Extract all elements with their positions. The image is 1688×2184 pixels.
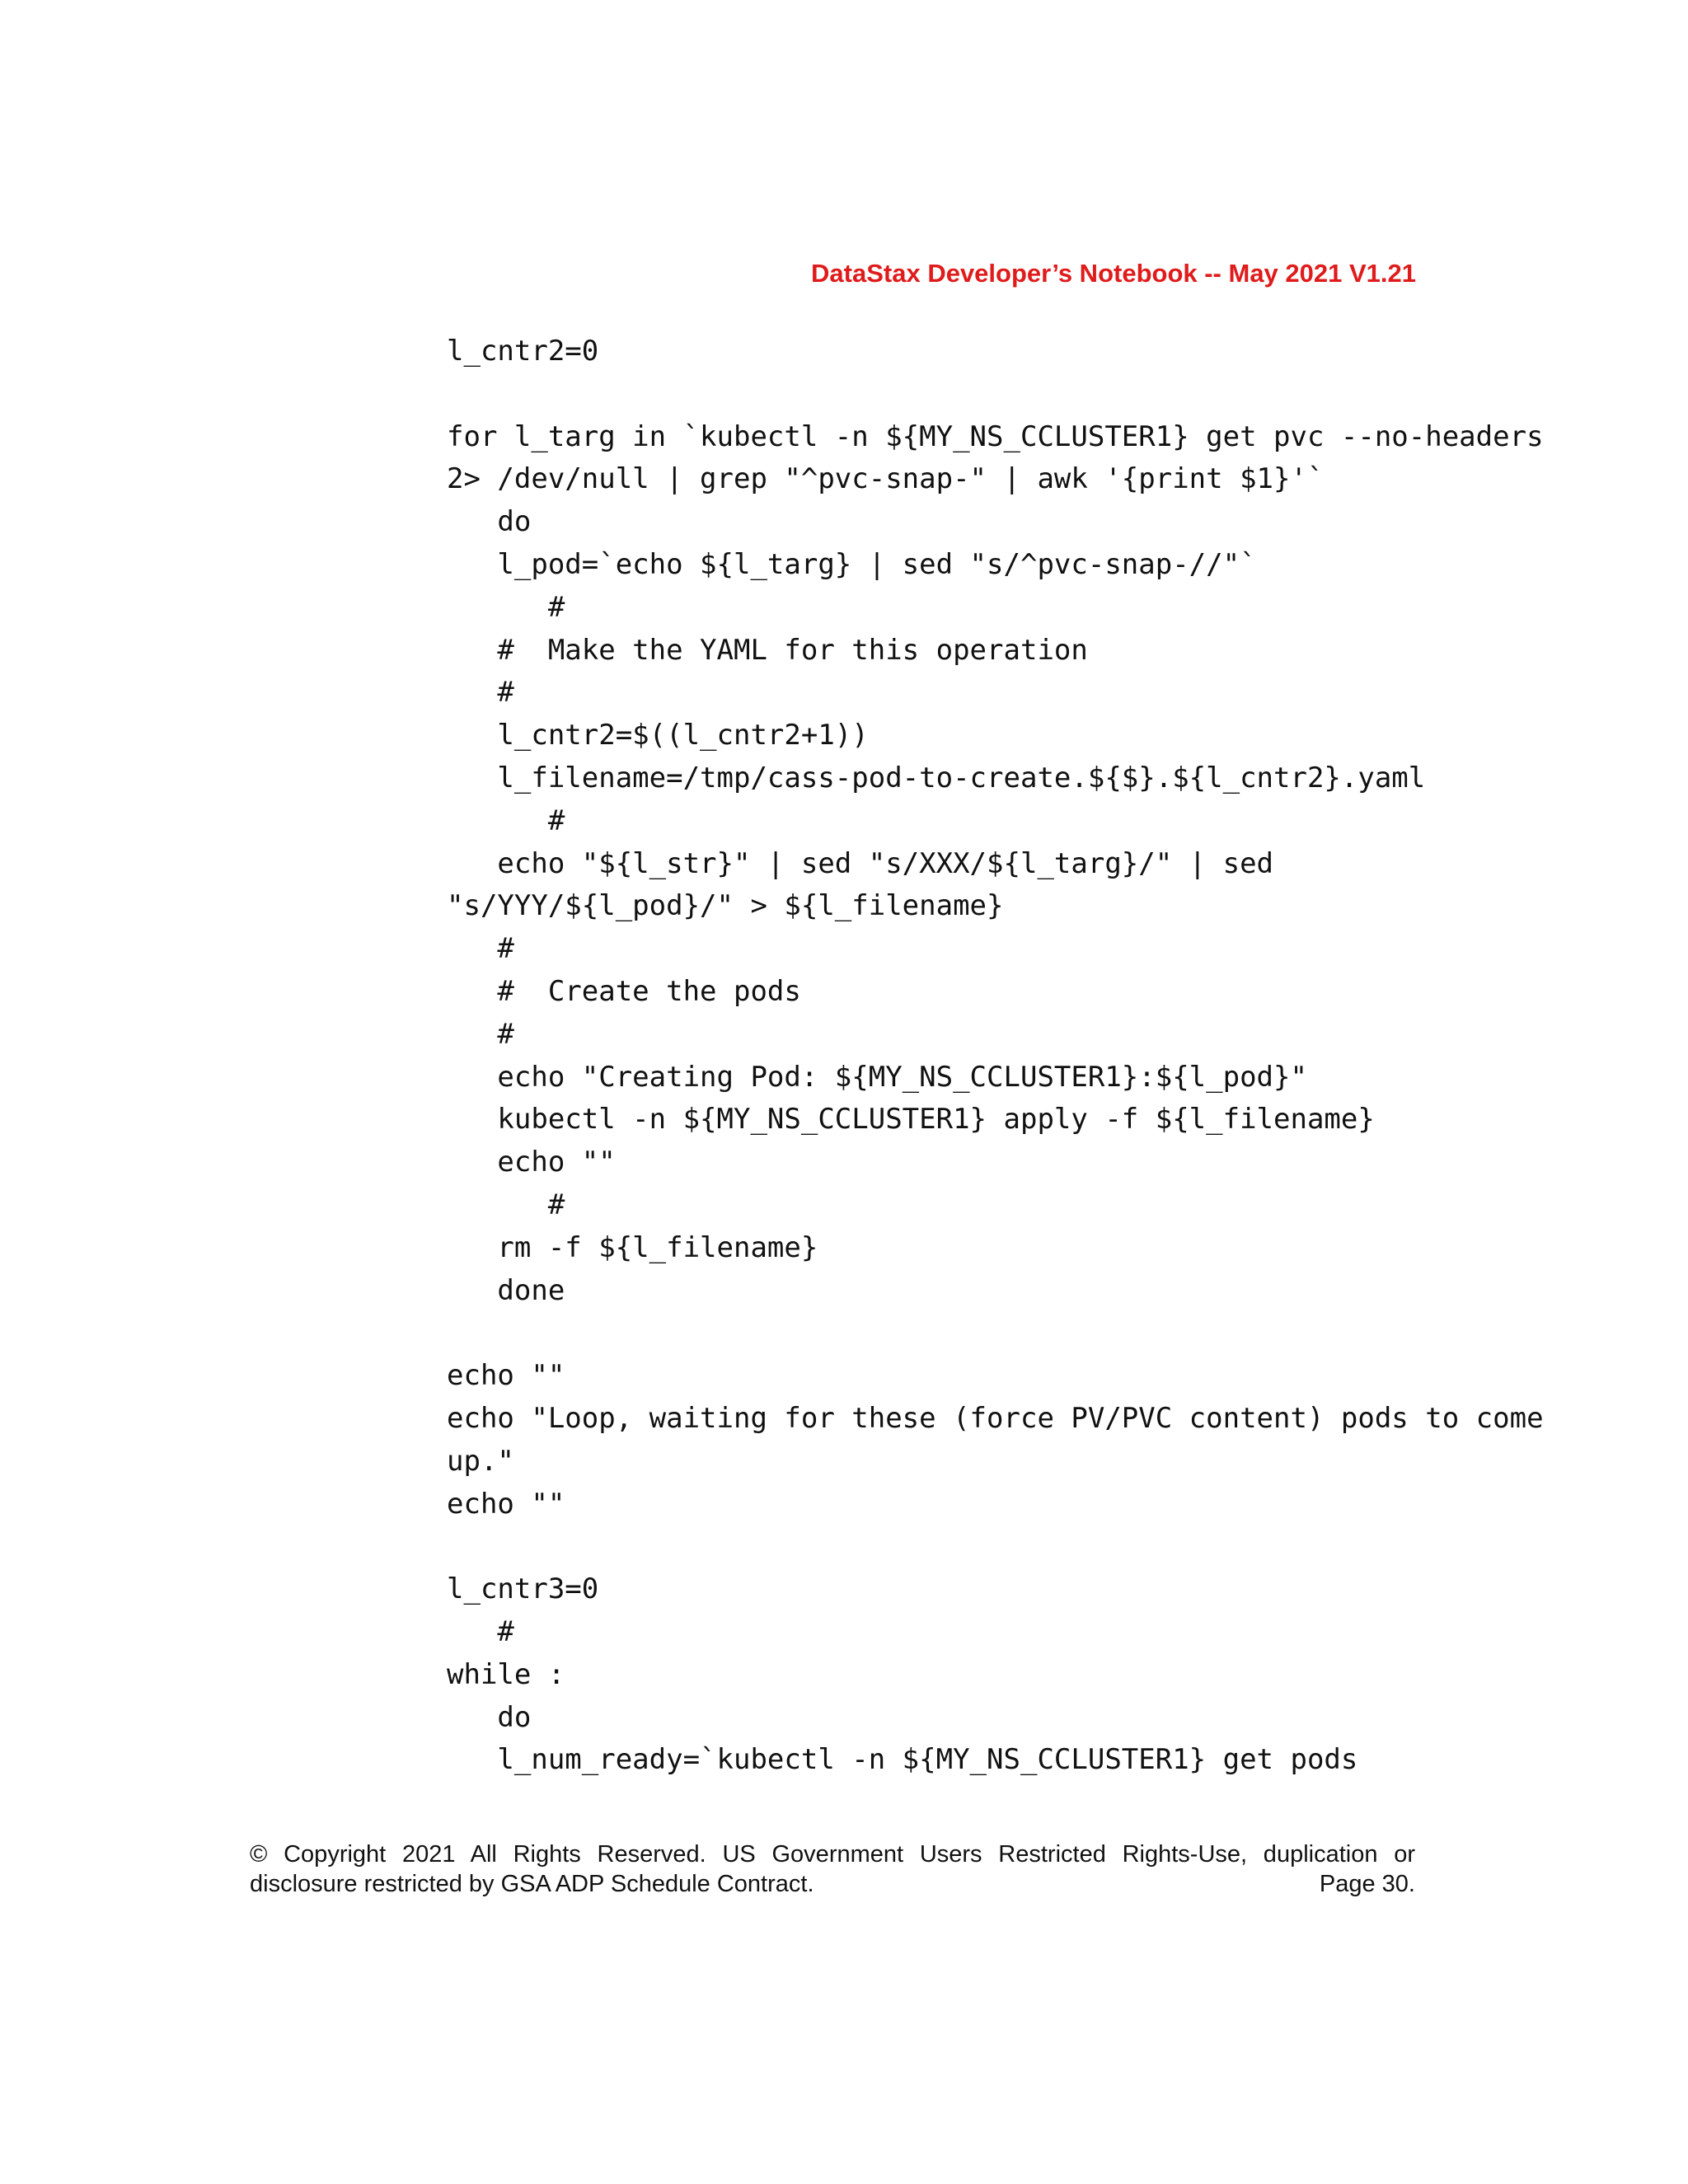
code-line: rm -f ${l_filename} [447,1230,818,1264]
page-footer [250,1840,1415,1899]
code-line: up." [447,1444,514,1478]
code-line: l_filename=/tmp/cass-pod-to-create.${$}.${l_cntr2}.yaml [447,761,1426,794]
code-line: l_cntr3=0 [447,1572,599,1606]
code-line: # Create the pods [447,974,801,1008]
code-line: echo "Creating Pod: ${MY_NS_CCLUSTER1}:${l_pod}" [447,1060,1307,1094]
code-line: echo "Loop, waiting for these (force PV/PVC content) pods to come [447,1401,1544,1435]
code-line: l_cntr2=0 [447,335,599,368]
page-number: Page 30. [1319,1871,1415,1897]
code-line: # Make the YAML for this operation [447,633,1088,667]
code-line: # [447,590,565,624]
code-line: while : [447,1657,565,1691]
code-line [447,373,1436,416]
code-line: # [447,676,514,710]
code-line: do [447,505,532,539]
code-line: echo "" [447,1487,565,1521]
contract-notice: disclosure restricted by GSA ADP Schedule Contract. [250,1871,814,1897]
code-line: 2> /dev/null | grep "^pvc-snap-" | awk '{print $1}'` [447,462,1325,496]
code-line: # [447,1615,514,1648]
code-line [447,1526,1436,1568]
code-listing [447,330,1544,1782]
code-line: kubectl -n ${MY_NS_CCLUSTER1} apply -f ${l_filename} [447,1103,1375,1137]
code-line: do [447,1700,532,1734]
code-line: echo "" [447,1146,616,1179]
code-line: l_num_ready=`kubectl -n ${MY_NS_CCLUSTER1} get pods [447,1743,1358,1777]
code-line: for l_targ in `kubectl -n ${MY_NS_CCLUSTER1} get pvc --no-headers [447,419,1544,453]
code-line: echo "${l_str}" | sed "s/XXX/${l_targ}/" | sed [447,846,1274,880]
copyright-notice: © Copyright 2021 All Rights Reserved. US Government Users Restricted Rights-Use, duplication or [250,1841,1415,1868]
code-line: # [447,1017,514,1051]
code-line: done [447,1273,565,1307]
code-line: l_cntr2=$((l_cntr2+1)) [447,719,869,752]
code-line: # [447,804,565,837]
code-line: "s/YYY/${l_pod}/" > ${l_filename} [447,889,1004,923]
code-line: l_pod=`echo ${l_targ} | sed "s/^pvc-snap-//"` [447,547,1257,581]
code-line: echo "" [447,1359,565,1393]
footer-second-row [250,1869,1415,1899]
page-header-title: DataStax Developer’s Notebook -- May 2021 V1.21 [811,259,1416,288]
code-line [447,1312,1436,1355]
code-line: # [447,1188,565,1221]
code-line: # [447,932,514,966]
